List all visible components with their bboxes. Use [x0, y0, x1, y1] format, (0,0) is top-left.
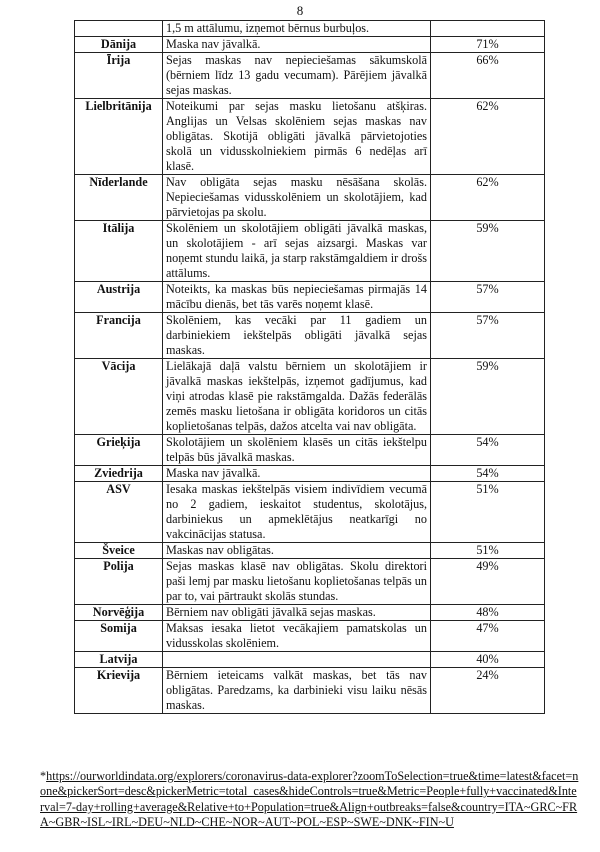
- table-row: [75, 313, 545, 359]
- percent-cell: 62%: [431, 99, 545, 175]
- country-cell: Krievija: [75, 668, 163, 714]
- table-row: [75, 359, 545, 435]
- percent-cell: 57%: [431, 282, 545, 313]
- table-row: [75, 37, 545, 53]
- table-row: [75, 559, 545, 605]
- percent-cell: 54%: [431, 466, 545, 482]
- policy-cell: Sejas maskas klasē nav obligātas. Skolu direktori paši lemj par masku lietošanu koplietošanas telpās un par to, vai pārtraukt skolās stundas.: [163, 559, 431, 605]
- policy-cell: Skolotājiem un skolēniem klasēs un citās iekštelpu telpās būs jāvalkā maskas.: [163, 435, 431, 466]
- percent-cell: 48%: [431, 605, 545, 621]
- percent-cell: 40%: [431, 652, 545, 668]
- table-row: [75, 175, 545, 221]
- table-body: [75, 21, 545, 714]
- country-cell: Itālija: [75, 221, 163, 282]
- table-row: [75, 99, 545, 175]
- country-cell: Polija: [75, 559, 163, 605]
- policy-cell: Maksas iesaka lietot vecākajiem pamatskolas un vidusskolas skolēniem.: [163, 621, 431, 652]
- footnote-link[interactable]: https://ourworldindata.org/explorers/coronavirus-data-explorer?zoomToSelection=true&time=latest&facet=none&pickerSort=desc&pickerMetric=total_cases&hideControls=true&Metric=People+fully+vaccinated&Interval=7-day+rolling+average&Relative+to+Population=true&Align+outbreaks=false&country=ITA~GRC~FRA~GBR~ISL~IRL~DEU~NLD~CHE~NOR~AUT~POL~ESP~SWE~DNK~FIN~U: [40, 769, 579, 830]
- policy-cell: Skolēniem, kas vecāki par 11 gadiem un darbiniekiem iekštelpās obligāti jāvalkā sejas maskas.: [163, 313, 431, 359]
- country-cell: Īrija: [75, 53, 163, 99]
- country-cell: [75, 21, 163, 37]
- country-cell: Lielbritānija: [75, 99, 163, 175]
- table-row: [75, 221, 545, 282]
- policy-cell: Bērniem nav obligāti jāvalkā sejas maskas.: [163, 605, 431, 621]
- country-cell: Vācija: [75, 359, 163, 435]
- policy-cell: Noteikts, ka maskas būs nepieciešamas pirmajās 14 mācību dienās, bet tās varēs noņemt klasē.: [163, 282, 431, 313]
- percent-cell: 62%: [431, 175, 545, 221]
- country-cell: Latvija: [75, 652, 163, 668]
- page-number: 8: [296, 3, 304, 18]
- table-row: [75, 21, 545, 37]
- percent-cell: 51%: [431, 543, 545, 559]
- policy-cell: Maska nav jāvalkā.: [163, 466, 431, 482]
- table-row: [75, 605, 545, 621]
- table-row: [75, 543, 545, 559]
- percent-cell: [431, 21, 545, 37]
- policy-cell: Skolēniem un skolotājiem obligāti jāvalkā maskas, un skolotājiem - arī sejas aizsargi. Maskas var noņemt stundu laikā, ja starp rakstāmgaldiem ir drošs attālums.: [163, 221, 431, 282]
- policy-cell: Lielākajā daļā valstu bērniem un skolotājiem ir jāvalkā maskas iekštelpās, izņemot gadījumus, kad viņi atrodas klasē pie rakstāmgalda. Dažās federālās zemēs masku lietošana ir obligāta koridoros un citās koplietošanas telpās, dažos atcelta vai nav obligāta.: [163, 359, 431, 435]
- policy-cell: Maska nav jāvalkā.: [163, 37, 431, 53]
- policy-cell: Noteikumi par sejas masku lietošanu atšķiras. Anglijas un Velsas skolēniem sejas maskas nav obligātas. Skotijā obligāti jāvalkā pārvietojoties skolā un vidusskolniekiem pirmās 6 nedēļas arī klasē.: [163, 99, 431, 175]
- country-cell: Grieķija: [75, 435, 163, 466]
- percent-cell: 59%: [431, 221, 545, 282]
- country-cell: Dānija: [75, 37, 163, 53]
- mask-policy-table: [74, 20, 545, 714]
- policy-cell: [163, 652, 431, 668]
- policy-cell: Nav obligāta sejas masku nēsāšana skolās. Nepieciešamas vidusskolēniem un skolotājiem, kad pārvietojas pa skolu.: [163, 175, 431, 221]
- percent-cell: 49%: [431, 559, 545, 605]
- percent-cell: 66%: [431, 53, 545, 99]
- percent-cell: 54%: [431, 435, 545, 466]
- percent-cell: 47%: [431, 621, 545, 652]
- footnote-marker: *: [40, 769, 47, 783]
- policy-cell: Bērniem ieteicams valkāt maskas, bet tās nav obligātas. Paredzams, ka darbinieki visu laiku nēsās maskas.: [163, 668, 431, 714]
- country-cell: Norvēģija: [75, 605, 163, 621]
- table-row: [75, 652, 545, 668]
- footnote: [40, 769, 580, 831]
- country-cell: Nīderlande: [75, 175, 163, 221]
- country-cell: Zviedrija: [75, 466, 163, 482]
- country-cell: ASV: [75, 482, 163, 543]
- country-cell: Šveice: [75, 543, 163, 559]
- percent-cell: 59%: [431, 359, 545, 435]
- policy-cell: Iesaka maskas iekštelpās visiem indivīdiem vecumā no 2 gadiem, ieskaitot studentus, skolotājus, darbiniekus un apmeklētājus neatkarīgi no vakcinācijas statusa.: [163, 482, 431, 543]
- table-row: [75, 282, 545, 313]
- table-row: [75, 621, 545, 652]
- country-cell: Somija: [75, 621, 163, 652]
- table-row: [75, 482, 545, 543]
- policy-cell: Sejas maskas nav nepieciešamas sākumskolā (bērniem līdz 13 gadu vecumam). Pārējiem jāvalkā sejas maskas.: [163, 53, 431, 99]
- country-cell: Francija: [75, 313, 163, 359]
- table-row: [75, 435, 545, 466]
- percent-cell: 51%: [431, 482, 545, 543]
- percent-cell: 24%: [431, 668, 545, 714]
- percent-cell: 57%: [431, 313, 545, 359]
- table-row: [75, 53, 545, 99]
- table-row: [75, 466, 545, 482]
- country-cell: Austrija: [75, 282, 163, 313]
- table-row: [75, 668, 545, 714]
- policy-cell: Maskas nav obligātas.: [163, 543, 431, 559]
- policy-cell: 1,5 m attālumu, izņemot bērnus burbuļos.: [163, 21, 431, 37]
- percent-cell: 71%: [431, 37, 545, 53]
